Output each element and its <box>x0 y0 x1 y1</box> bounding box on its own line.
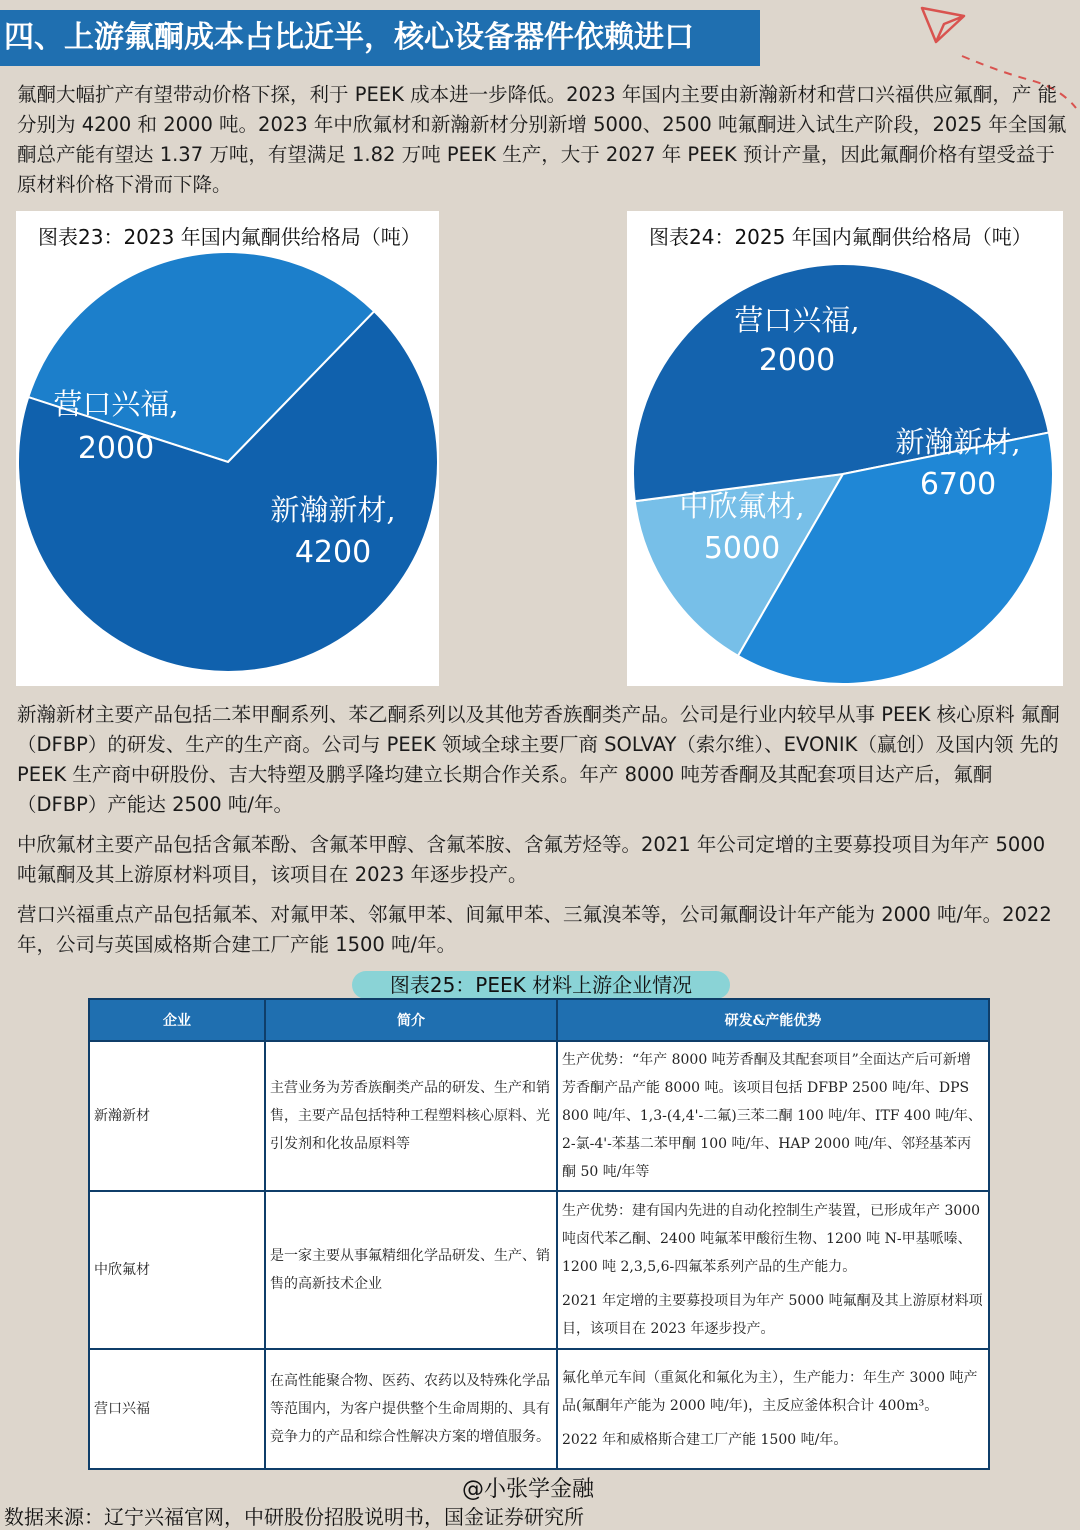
table-row <box>89 1041 989 1191</box>
company-cell: 营口兴福 <box>89 1349 265 1469</box>
pie-chart-2023 <box>16 211 439 686</box>
pie-value-label: 2000 <box>758 343 836 378</box>
pie-label: 中欣氟材, <box>679 489 805 523</box>
pie-label: 新瀚新材, <box>895 425 1021 459</box>
company-cell: 新瀚新材 <box>89 1041 265 1191</box>
advantage-cell <box>557 1191 989 1349</box>
advantage-cell <box>557 1041 989 1191</box>
paper-plane-icon <box>918 2 968 48</box>
table-header-row <box>89 999 989 1041</box>
table-caption: 图表25：PEEK 材料上游企业情况 <box>352 971 730 999</box>
pie-value-label: 6700 <box>919 467 997 502</box>
advantage-text: 生产优势：建有国内先进的自动化控制生产装置，已形成年产 3000 吨卤代苯乙酮、2400 吨氟苯甲酸衍生物、1200 吨 N-甲基哌嗪、1200 吨 2,3,5,6-四氟苯系列产品的生产能力。 <box>562 1203 981 1275</box>
watermark: @小张学金融 <box>462 1477 595 1502</box>
table-row <box>89 1349 989 1469</box>
pie-label: 营口兴福, <box>734 303 860 337</box>
intro-cell: 是一家主要从事氟精细化学品研发、生产、销售的高新技术企业 <box>265 1191 557 1349</box>
section-title: 四、上游氟酮成本占比近半，核心设备器件依赖进口 <box>0 10 760 66</box>
header-advantage: 研发&产能优势 <box>557 999 989 1041</box>
intro-cell: 在高性能聚合物、医药、农药以及特殊化学品等范围内，为客户提供整个生命周期的、具有竞争力的产品和综合性解决方案的增值服务。 <box>265 1349 557 1469</box>
pie-label: 营口兴福, <box>53 387 179 421</box>
chart-title: 图表24：2025 年国内氟酮供给格局（吨） <box>649 225 1032 249</box>
data-source: 数据来源：辽宁兴福官网，中研股份招股说明书，国金证券研究所 <box>4 1505 584 1529</box>
xinhan-paragraph: 新瀚新材主要产品包括二苯甲酮系列、苯乙酮系列以及其他芳香族酮类产品。公司是行业内较早从事 PEEK 核心原料 氟酮（DFBP）的研发、生产的生产商。公司与 PEEK 领域全球主要厂商 SOLVAY（索尔维）、EVONIK（赢创）及国内领 先的 PEEK 生产商中研股份、吉大特塑及鹏孚隆均建立长期合作关系。年产 8000 吨芳香酮及其配套项目达产后，氟酮 （DFBP）产能达 2500 吨/年。 <box>17 703 1060 816</box>
chart-2023-supply <box>16 211 439 686</box>
header-intro: 简介 <box>265 999 557 1041</box>
pie-value-label: 2000 <box>77 431 155 466</box>
chart-2025-supply <box>627 211 1063 686</box>
pie-chart-2025 <box>627 211 1063 686</box>
advantage-text: 2022 年和威格斯合建工厂产能 1500 吨/年。 <box>562 1432 848 1448</box>
pie-value-label: 5000 <box>703 531 781 566</box>
chart-title: 图表23：2023 年国内氟酮供给格局（吨） <box>38 225 421 249</box>
advantage-cell <box>557 1349 989 1469</box>
intro-paragraph: 氟酮大幅扩产有望带动价格下探，利于 PEEK 成本进一步降低。2023 年国内主要由新瀚新材和营口兴福供应氟酮，产 能分别为 4200 和 2000 吨。2023 年中欣氟材和新瀚新材分别新增 5000、2500 吨氟酮进入试生产阶段，2025 年全国氟 酮总产能有望达 1.37 万吨，有望满足 1.82 万吨 PEEK 生产，大于 2027 年 PEEK 预计产量，因此氟酮价格有望受益于 原材料价格下滑而下降。 <box>17 83 1067 196</box>
advantage-text: 氟化单元车间（重氮化和氟化为主），生产能力：年生产 3000 吨产品(氟酮年产能为 2000 吨/年)，主反应釜体积合计 400m³。 <box>562 1370 978 1414</box>
pie-label: 新瀚新材, <box>270 493 396 527</box>
zhongxin-paragraph: 中欣氟材主要产品包括含氟苯酚、含氟苯甲醇、含氟苯胺、含氟芳烃等。2021 年公司定增的主要募投项目为年产 5000 吨氟酮及其上游原材料项目，该项目在 2023 年逐步投产。 <box>17 833 1046 886</box>
header-company: 企业 <box>89 999 265 1041</box>
advantage-text: 生产优势：“年产 8000 吨芳香酮及其配套项目”全面达产后可新增芳香酮产品产能 8000 吨。该项目包括 DFBP 2500 吨/年、DPS 800 吨/年、1,3-(4,4'-二氟)三苯二酮 100 吨/年、ITF 400 吨/年、2-氯-4'-苯基二苯甲酮 100 吨/年、HAP 2000 吨/年、邻羟基苯丙酮 50 吨/年等 <box>562 1052 982 1180</box>
table-row <box>89 1191 989 1349</box>
advantage-text: 2021 年定增的主要募投项目为年产 5000 吨氟酮及其上游原材料项目，该项目在 2023 年逐步投产。 <box>562 1293 983 1337</box>
pie-value-label: 4200 <box>294 535 372 570</box>
company-cell: 中欣氟材 <box>89 1191 265 1349</box>
upstream-companies-table <box>88 998 990 1470</box>
intro-cell: 主营业务为芳香族酮类产品的研发、生产和销售，主要产品包括特种工程塑料核心原料、光引发剂和化妆品原料等 <box>265 1041 557 1191</box>
yingkou-paragraph: 营口兴福重点产品包括氟苯、对氟甲苯、邻氟甲苯、间氟甲苯、三氟溴苯等，公司氟酮设计年产能为 2000 吨/年。2022 年，公司与英国威格斯合建工厂产能 1500 吨/年。 <box>17 903 1052 956</box>
